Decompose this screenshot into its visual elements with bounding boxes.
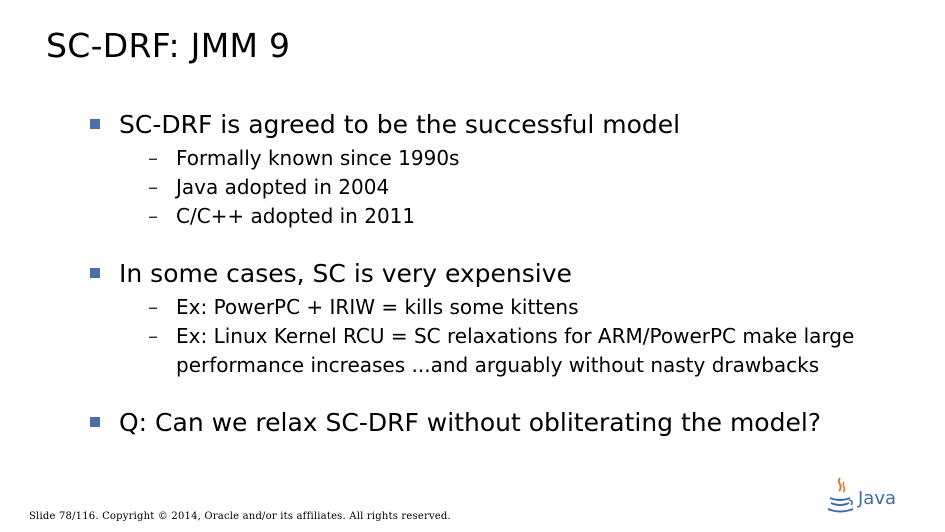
sub-text: Formally known since 1990s	[176, 146, 460, 170]
bullet-item	[90, 255, 910, 380]
java-cup-icon	[826, 476, 856, 516]
sub-list	[148, 293, 910, 380]
sub-text: Ex: PowerPC + IRIW = kills some kittens	[176, 295, 579, 319]
sub-item	[148, 144, 910, 173]
bullet-item	[90, 106, 910, 231]
bullet-list	[90, 106, 910, 466]
sub-item	[148, 202, 910, 231]
sub-item	[148, 173, 910, 202]
bullet-text: SC-DRF is agreed to be the successful model	[119, 110, 681, 139]
dash-marker: –	[148, 146, 158, 170]
sub-text: Java adopted in 2004	[176, 175, 390, 199]
dash-marker: –	[148, 324, 158, 348]
dash-marker: –	[148, 204, 158, 228]
bullet-text: Q: Can we relax SC-DRF without obliterating the model?	[119, 408, 822, 437]
java-logo	[826, 476, 906, 516]
slide-title: SC-DRF: JMM 9	[46, 26, 291, 65]
bullet-item	[90, 404, 910, 442]
bullet-text: In some cases, SC is very expensive	[119, 259, 572, 288]
square-bullet-icon	[90, 268, 100, 278]
java-logo-text: Java	[858, 488, 897, 509]
sub-text: C/C++ adopted in 2011	[176, 204, 416, 228]
sub-text: Ex: Linux Kernel RCU = SC relaxations for ARM/PowerPC make large performance increases ...and arguably without nasty drawbacks	[176, 324, 855, 377]
square-bullet-icon	[90, 119, 100, 129]
dash-marker: –	[148, 175, 158, 199]
square-bullet-icon	[90, 417, 100, 427]
sub-list	[148, 144, 910, 231]
slide-footer: Slide 78/116. Copyright © 2014, Oracle and/or its affiliates. All rights reserved.	[29, 511, 451, 522]
sub-item	[148, 293, 910, 322]
dash-marker: –	[148, 295, 158, 319]
sub-item	[148, 322, 910, 380]
